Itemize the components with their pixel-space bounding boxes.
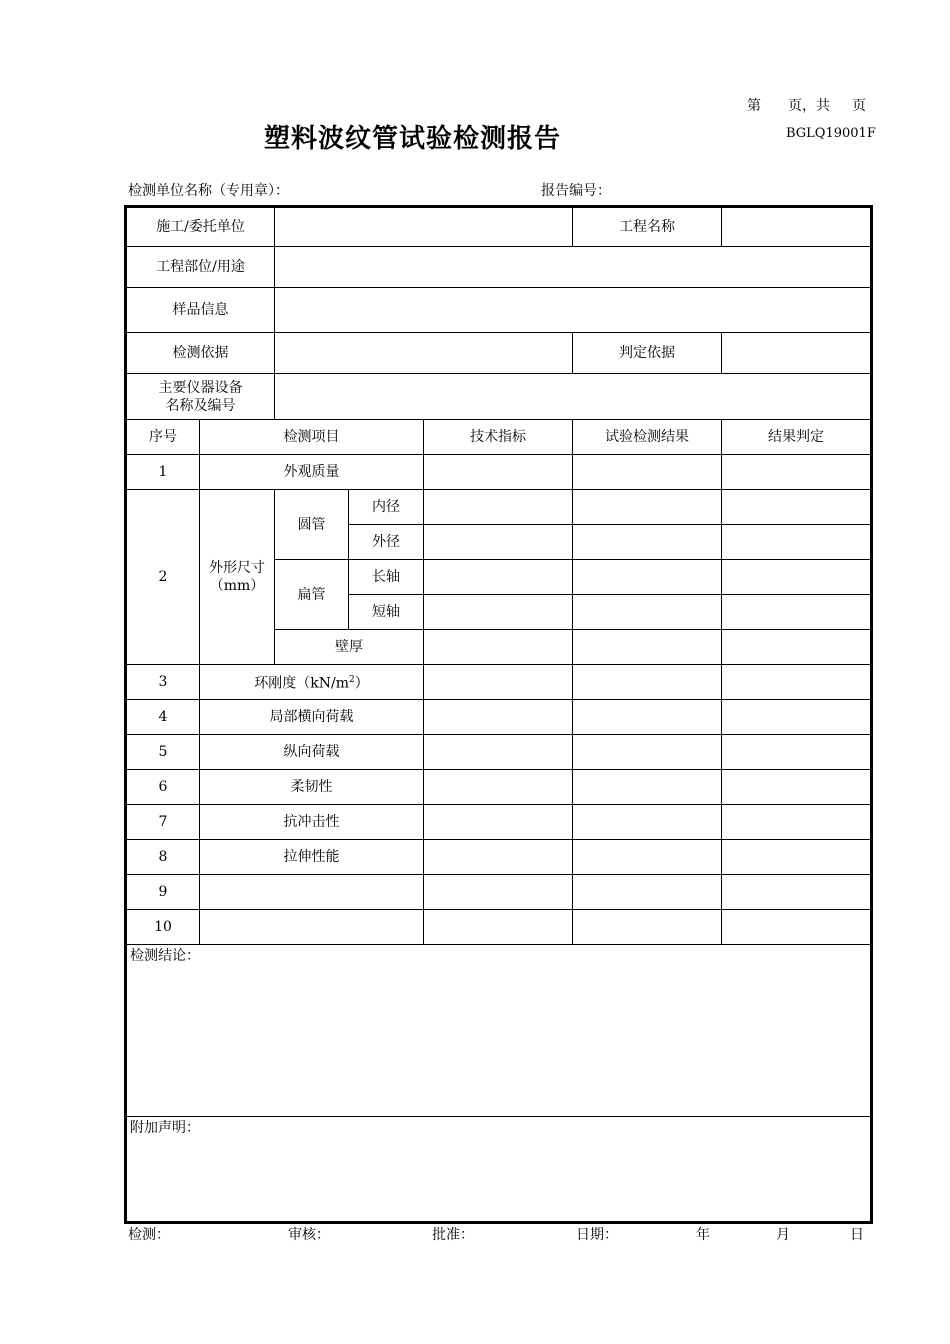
client-label: 施工/委托单位: [126, 207, 275, 247]
date-label: 日期：: [576, 1227, 618, 1243]
client-value[interactable]: [275, 207, 573, 247]
day-label: 日: [850, 1227, 864, 1243]
wall-thickness-label: 壁厚: [275, 630, 424, 665]
spec-cell[interactable]: [424, 595, 573, 630]
row-statement: [126, 1117, 872, 1223]
result-cell[interactable]: [573, 630, 722, 665]
flat-pipe-label: 扁管: [275, 560, 349, 630]
equipment-label: [126, 374, 275, 420]
result-cell[interactable]: [573, 700, 722, 735]
item-cell: 柔韧性: [200, 770, 424, 805]
inner-diameter-label: 内径: [349, 490, 424, 525]
result-cell[interactable]: [573, 875, 722, 910]
table-row: [126, 455, 872, 490]
item-cell[interactable]: [200, 910, 424, 945]
result-cell[interactable]: [573, 525, 722, 560]
page-label-ye: 页，共: [788, 98, 830, 114]
equipment-value[interactable]: [275, 374, 872, 420]
year-label: 年: [696, 1227, 710, 1243]
page-label-ye2: 页: [852, 98, 866, 114]
column-item: 检测项目: [200, 420, 424, 455]
project-part-label: 工程部位/用途: [126, 247, 275, 288]
column-judgement: 结果判定: [722, 420, 872, 455]
spec-cell[interactable]: [424, 770, 573, 805]
item-cell-dimensions: [200, 490, 275, 665]
table-row: [126, 875, 872, 910]
row-equipment: [126, 374, 872, 420]
result-cell[interactable]: [573, 560, 722, 595]
table-row: [126, 805, 872, 840]
judgement-cell[interactable]: [722, 910, 872, 945]
result-cell[interactable]: [573, 455, 722, 490]
column-spec: 技术指标: [424, 420, 573, 455]
conclusion-label: 检测结论：: [130, 948, 200, 964]
testing-unit-label: 检测单位名称（专用章）：: [128, 183, 289, 199]
result-cell[interactable]: [573, 735, 722, 770]
judgement-cell[interactable]: [722, 630, 872, 665]
judgement-cell[interactable]: [722, 840, 872, 875]
spec-cell[interactable]: [424, 525, 573, 560]
seq-cell: 8: [126, 840, 200, 875]
equipment-label-line1: 主要仪器设备: [158, 379, 243, 396]
row-sample-info: [126, 288, 872, 333]
spec-cell[interactable]: [424, 840, 573, 875]
equipment-label-line2: 名称及编号: [165, 397, 236, 414]
seq-cell: 6: [126, 770, 200, 805]
seq-cell: 10: [126, 910, 200, 945]
column-header-row: [126, 420, 872, 455]
spec-cell[interactable]: [424, 700, 573, 735]
project-part-value[interactable]: [275, 247, 872, 288]
judgement-cell[interactable]: [722, 490, 872, 525]
row-client: [126, 207, 872, 247]
judge-basis-value[interactable]: [722, 333, 872, 374]
judgement-cell[interactable]: [722, 875, 872, 910]
page-label-di: 第: [747, 98, 761, 114]
row-project-part: [126, 247, 872, 288]
form-code: BGLQ19001F: [786, 126, 876, 141]
row-conclusion: [126, 945, 872, 1117]
item-cell: 抗冲击性: [200, 805, 424, 840]
column-seq: 序号: [126, 420, 200, 455]
spec-cell[interactable]: [424, 560, 573, 595]
long-axis-label: 长轴: [349, 560, 424, 595]
test-basis-value[interactable]: [275, 333, 573, 374]
round-pipe-label: 圆管: [275, 490, 349, 560]
ring-stiffness-label: 环刚度（kN/m: [254, 675, 349, 692]
item-cell: 局部横向荷载: [200, 700, 424, 735]
month-label: 月: [776, 1227, 790, 1243]
result-cell[interactable]: [573, 595, 722, 630]
sample-info-label: 样品信息: [126, 288, 275, 333]
short-axis-label: 短轴: [349, 595, 424, 630]
seq-cell: 2: [126, 490, 200, 665]
judgement-cell[interactable]: [722, 525, 872, 560]
test-basis-label: 检测依据: [126, 333, 275, 374]
result-cell[interactable]: [573, 665, 722, 700]
seq-cell: 9: [126, 875, 200, 910]
seq-cell: 4: [126, 700, 200, 735]
spec-cell[interactable]: [424, 665, 573, 700]
tester-label: 检测：: [128, 1227, 170, 1243]
judgement-cell[interactable]: [722, 770, 872, 805]
result-cell[interactable]: [573, 490, 722, 525]
table-row: [126, 770, 872, 805]
seq-cell: 7: [126, 805, 200, 840]
column-result: 试验检测结果: [573, 420, 722, 455]
ring-stiffness-close: ）: [354, 675, 369, 692]
judge-basis-label: 判定依据: [573, 333, 722, 374]
dimensions-label: 外形尺寸: [209, 560, 265, 576]
item-cell: 拉伸性能: [200, 840, 424, 875]
approver-label: 批准：: [432, 1227, 474, 1243]
statement-cell[interactable]: [126, 1117, 872, 1223]
statement-label: 附加声明：: [130, 1120, 200, 1136]
sample-info-value[interactable]: [275, 288, 872, 333]
project-name-label: 工程名称: [573, 207, 722, 247]
spec-cell[interactable]: [424, 875, 573, 910]
table-row: [126, 700, 872, 735]
result-cell[interactable]: [573, 840, 722, 875]
judgement-cell[interactable]: [722, 665, 872, 700]
judgement-cell[interactable]: [722, 805, 872, 840]
outer-diameter-label: 外径: [349, 525, 424, 560]
ring-stiffness-sup: 2: [349, 675, 355, 686]
conclusion-cell[interactable]: [126, 945, 872, 1117]
dimensions-unit: （mm）: [209, 578, 265, 594]
spec-cell[interactable]: [424, 735, 573, 770]
table-row: [126, 665, 872, 700]
item-cell: 纵向荷载: [200, 735, 424, 770]
report-form-table: [124, 205, 873, 1224]
judgement-cell[interactable]: [722, 455, 872, 490]
item-cell-ring-stiffness: [200, 665, 424, 700]
spec-cell[interactable]: [424, 455, 573, 490]
result-cell[interactable]: [573, 770, 722, 805]
report-number-label: 报告编号：: [541, 183, 611, 199]
seq-cell: 3: [126, 665, 200, 700]
reviewer-label: 审核：: [288, 1227, 330, 1243]
spec-cell[interactable]: [424, 630, 573, 665]
item-cell: 外观质量: [200, 455, 424, 490]
judgement-cell[interactable]: [722, 560, 872, 595]
document-title: 塑料波纹管试验检测报告: [264, 124, 562, 154]
table-row: [126, 490, 872, 525]
spec-cell[interactable]: [424, 490, 573, 525]
judgement-cell[interactable]: [722, 700, 872, 735]
row-basis: [126, 333, 872, 374]
item-cell[interactable]: [200, 875, 424, 910]
spec-cell[interactable]: [424, 805, 573, 840]
table-row: [126, 735, 872, 770]
spec-cell[interactable]: [424, 910, 573, 945]
result-cell[interactable]: [573, 805, 722, 840]
judgement-cell[interactable]: [722, 595, 872, 630]
seq-cell: 1: [126, 455, 200, 490]
table-row: [126, 840, 872, 875]
table-row: [126, 910, 872, 945]
result-cell[interactable]: [573, 910, 722, 945]
judgement-cell[interactable]: [722, 735, 872, 770]
project-name-value[interactable]: [722, 207, 872, 247]
seq-cell: 5: [126, 735, 200, 770]
